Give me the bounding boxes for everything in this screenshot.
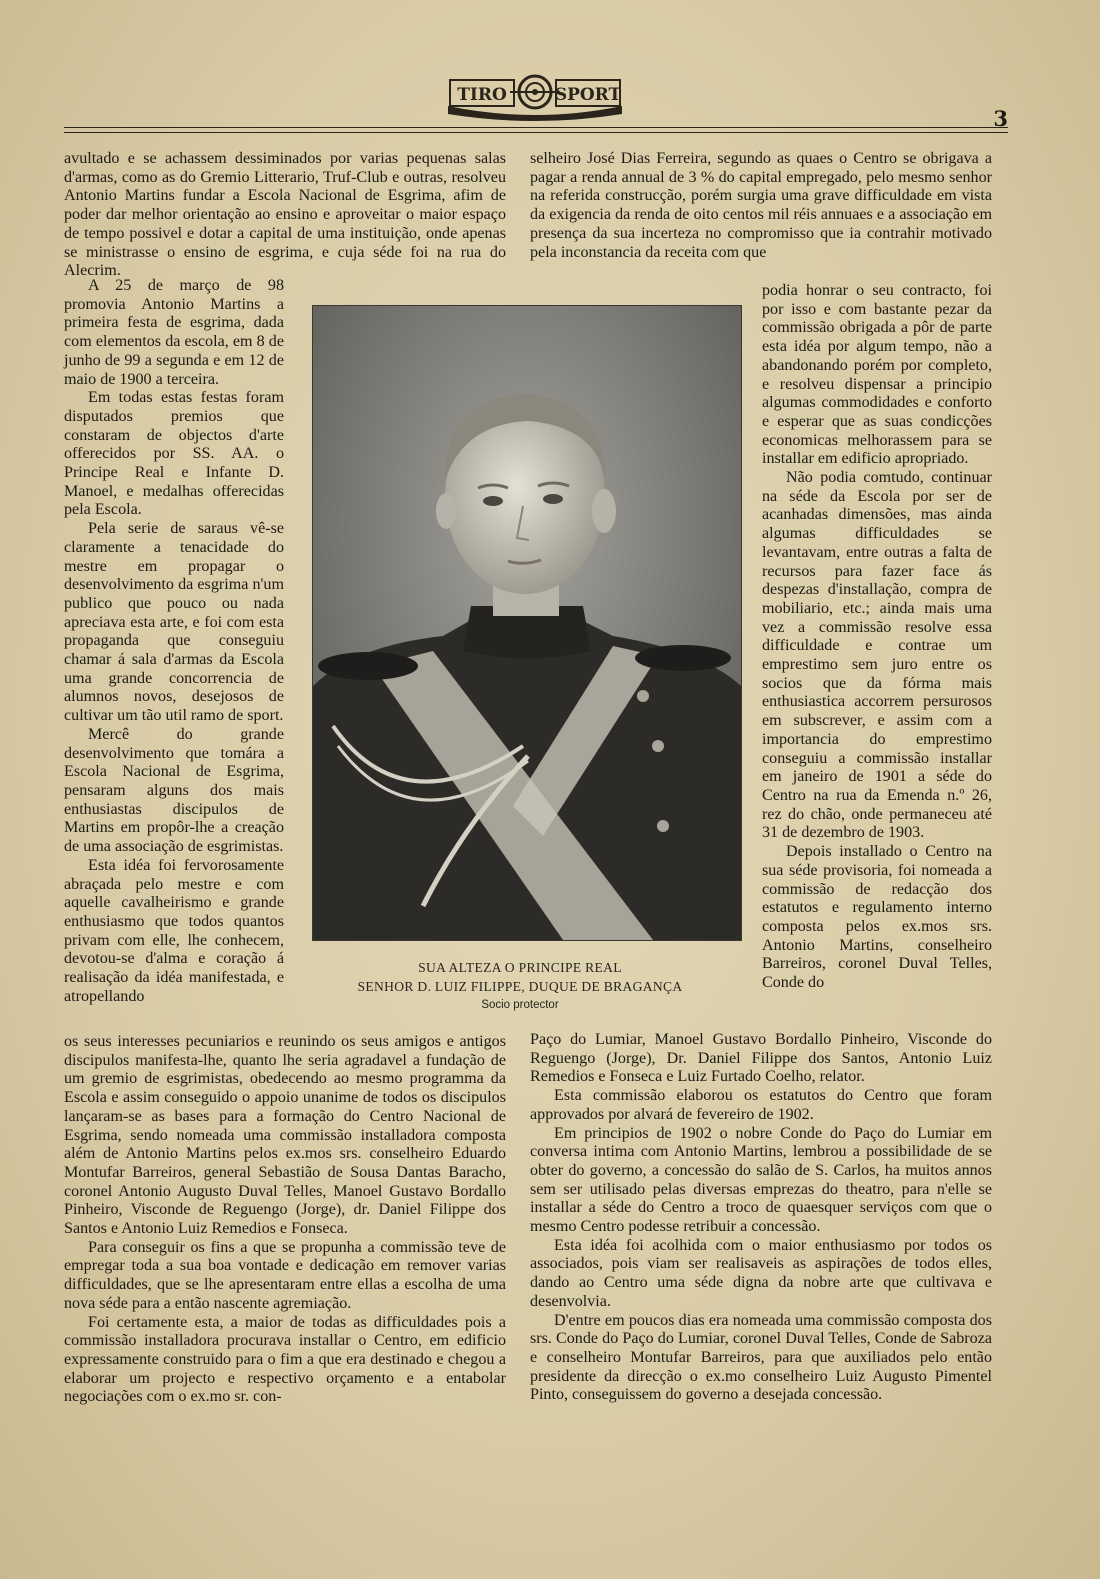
paragraph: Não podia comtudo, continuar na séde da Escola por ser de acanhadas dimensões, mas ainda algumas difficuldades se levantavam, entre outras a falta de recursos para fazer face ás despezas d'installação, compra de mobiliario, etc.; ainda mais uma vez a commissão resolve essa difficuldade e contrae um emprestimo sem juro entre os socios que da fórma mais enthusiastica accorrem persurosos em subscrever, e assim com a importancia do emprestimo conseguiu a commissão installar em janeiro de 1901 a séde do Centro na rua da Emenda n.º 26, rez do chão, onde permaneceu até 31 de dezembro de 1903.: [762, 469, 992, 842]
paragraph: Esta commissão elaborou os estatutos do Centro que foram approvados por alvará de fevereiro de 1902.: [530, 1087, 992, 1123]
paragraph: Em todas estas festas foram disputados premios que constaram de objectos d'arte offerecidos por SS. AA. o Principe Real e Infante D. Manoel, e medalhas offerecidas pela Escola.: [64, 389, 284, 519]
paragraph: Mercê do grande desenvolvimento que tomára a Escola Nacional de Esgrima, pensaram alguns dos mais enthusiastas discipulos de Martins em propôr-lhe a creação de uma associação de esgrimistas.: [64, 725, 284, 856]
caption-title: SUA ALTEZA O PRINCIPE REAL: [418, 960, 622, 975]
paragraph: D'entre em poucos dias era nomeada uma commissão composta dos srs. Conde do Paço do Lumiar, coronel Duval Telles, Conde de Sabroza e conselheiro Montufar Barreiros, para que auxiliados pelo então presidente da direcção o ex.mo conselheiro Luiz Augusto Pimentel Pinto, conseguissem do governo a desejada concessão.: [530, 1311, 992, 1404]
header-rule: [64, 127, 1008, 128]
paragraph: os seus interesses pecuniarios e reunindo os seus amigos e antigos discipulos manifesta-lhe, quanto lhe seria agradavel a fundação de um gremio de esgrimistas, obedecendo ao mesmo programma da Escola e assim conseguido o appoio unanime de todos os discipulos lançaram-se as bases para a formação do Centro Nacional de Esgrima, sendo nomeada uma commissão installadora composta além de Antonio Martins pelos ex.mos srs. conselheiro Eduardo Montufar Barreiros, general Sebastião de Sousa Dantas Baracho, coronel Antonio Augusto Duval Telles, Manoel Gustavo Bordallo Pinheiro, Visconde de Reguengo (Jorge), dr. Daniel Filippe dos Santos e Antonio Luiz Remedios e Fonseca.: [64, 1033, 506, 1238]
masthead-logo: [440, 66, 630, 122]
paragraph: Esta idéa foi acolhida com o maior enthusiasmo por todos os associados, pois viam ser realisaveis as aspirações de todos elles, dando ao Centro uma séde digna da nobre arte que cultivava e desenvolvia.: [530, 1236, 992, 1310]
paragraph: Esta idéa foi fervorosamente abraçada pelo mestre e com aquelle cavalheirismo e grande enthusiasmo que todos quantos privam com elle, lhe conhecem, devotou-se d'alma e coração á realisação da idéa manifestada, e atropellando: [64, 856, 284, 1005]
photo-caption: [300, 958, 740, 1014]
header-rule-thin: [64, 132, 1008, 133]
col2-bottom-text: [530, 1031, 992, 1405]
paragraph: A 25 de março de 98 promovia Antonio Martins a primeira festa de esgrima, dada com elementos da escola, em 8 de junho de 99 a segunda e em 12 de maio de 1900 a terceira.: [64, 277, 284, 388]
col1-top-paragraph: avultado e se achassem dessiminados por varias pequenas salas d'armas, como as do Gremio Litterario, Truf-Club e outras, resolveu Antonio Martins fundar a Escola Nacional de Esgrima, afim de poder dar melhor orientação ao ensino e aproveitar o maior espaço de tempo possivel e dotar a capital de uma instituição, onde apenas se ministrasse o ensino de esgrima, e cuja séde foi na rua do Alecrim.: [64, 150, 506, 280]
col1-bottom-text: [64, 1033, 506, 1407]
paragraph: Paço do Lumiar, Manoel Gustavo Bordallo Pinheiro, Visconde do Reguengo (Jorge), Dr. Daniel Filippe dos Santos, Antonio Luiz Remedios e Fonseca e Luiz Furtado Coelho, relator.: [530, 1031, 992, 1086]
caption-name: SENHOR D. LUIZ FILIPPE, DUQUE DE BRAGANÇA: [357, 979, 683, 994]
svg-text:SPORT: SPORT: [554, 85, 622, 105]
svg-text:TIRO: TIRO: [457, 85, 507, 105]
col1-narrow-text: [64, 277, 284, 1006]
col2-top-paragraph: selheiro José Dias Ferreira, segundo as quaes o Centro se obrigava a pagar a renda annual de 3 % do capital empregado, pelo mesmo senhor na referida construcção, porém surgia uma grave difficuldade em vista da exigencia da renda de oito centos mil réis annuaes e a associação em presença da sua incerteza no compromisso que ia contrahir motivado pela inconstancia da receita com que: [530, 150, 992, 261]
col2-narrow-text: [762, 282, 992, 993]
paragraph: Depois installado o Centro na sua séde provisoria, foi nomeada a commissão de redacção dos estatutos e regulamento interno composta pelos ex.mos srs. Antonio Martins, conselheiro Barreiros, coronel Duval Telles, Conde do: [762, 843, 992, 992]
page-number: 3: [993, 106, 1008, 131]
caption-role: Socio protector: [481, 999, 559, 1011]
paragraph: podia honrar o seu contracto, foi por isso e com bastante pezar da commissão obrigada a pôr de parte esta idéa por algum tempo, não a abandonando porém por completo, e resolveu dispensar a principio algumas commodidades e conforto e esperar que as suas condicções economicas melhorassem para se installar em edificio apropriado.: [762, 282, 992, 468]
portrait-illustration: [313, 306, 741, 940]
paragraph: Em principios de 1902 o nobre Conde do Paço do Lumiar em conversa intima com Antonio Martins, lembrou a possibilidade de se obter do governo, a concessão do salão de S. Carlos, ha muitos annos sem ser utilisado pelas diversas emprezas do theatro, para n'elle se installar a séde do Centro a troco de quaesquer serviços com que o mesmo Centro podesse retribuir a concessão.: [530, 1124, 992, 1236]
paragraph: Para conseguir os fins a que se propunha a commissão teve de empregar toda a sua boa vontade e dedicação em remover varias difficuldades, que se lhe apresentaram entre ellas a escolha de uma nova séde para a então nascente agremiação.: [64, 1238, 506, 1312]
portrait-photo: [312, 305, 742, 941]
paragraph: Pela serie de saraus vê-se claramente a tenacidade do mestre em propagar o desenvolvimento da esgrima n'um publico que pouco ou nada apreciava esta arte, e foi com esta propaganda que conseguiu chamar á sala d'armas da Escola uma grande concorrencia de alumnos novos, desejosos de cultivar um tão util ramo de sport.: [64, 520, 284, 725]
paragraph: Foi certamente esta, a maior de todas as difficuldades pois a commissão installadora procurava installar o Centro, em edificio expressamente construido para o fim a que era destinado e chegou a elaborar um projecto e respectivo orçamento e a entabolar negociações com o ex.mo sr. con-: [64, 1313, 506, 1406]
